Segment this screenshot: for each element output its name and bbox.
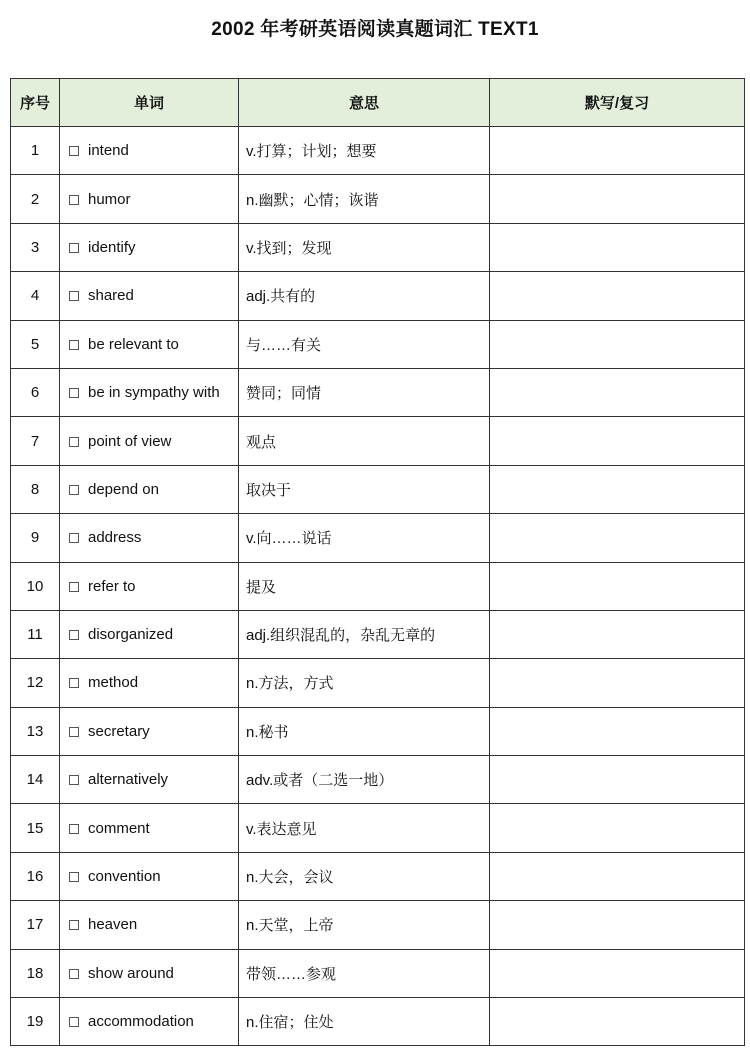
row-number: 2 xyxy=(11,175,60,223)
review-cell[interactable] xyxy=(490,465,745,513)
review-cell[interactable] xyxy=(490,562,745,610)
table-row xyxy=(11,852,745,900)
checkbox-icon[interactable] xyxy=(69,291,79,301)
word-cell xyxy=(60,659,239,707)
row-number: 14 xyxy=(11,756,60,804)
table-row xyxy=(11,707,745,755)
meaning-cell: n.大会，会议 xyxy=(239,852,490,900)
word-cell xyxy=(60,707,239,755)
table-row xyxy=(11,223,745,271)
word-text: humor xyxy=(88,190,131,208)
meaning-cell: n.幽默；心情；诙谐 xyxy=(239,175,490,223)
table-row xyxy=(11,610,745,658)
review-cell[interactable] xyxy=(490,852,745,900)
word-cell xyxy=(60,127,239,175)
row-number: 18 xyxy=(11,949,60,997)
meaning-cell: 赞同；同情 xyxy=(239,368,490,416)
vocabulary-table xyxy=(10,78,745,1046)
meaning-cell: 带领……参观 xyxy=(239,949,490,997)
word-cell xyxy=(60,949,239,997)
checkbox-icon[interactable] xyxy=(69,824,79,834)
table-row xyxy=(11,272,745,320)
review-cell[interactable] xyxy=(490,756,745,804)
review-cell[interactable] xyxy=(490,223,745,271)
checkbox-icon[interactable] xyxy=(69,775,79,785)
review-cell[interactable] xyxy=(490,320,745,368)
word-text: address xyxy=(88,529,142,547)
word-text: alternatively xyxy=(88,771,169,789)
word-cell xyxy=(60,756,239,804)
header-num: 序号 xyxy=(11,79,60,127)
row-number: 11 xyxy=(11,610,60,658)
row-number: 8 xyxy=(11,465,60,513)
checkbox-icon[interactable] xyxy=(69,969,79,979)
word-text: accommodation xyxy=(88,1013,194,1031)
checkbox-icon[interactable] xyxy=(69,1017,79,1027)
header-word: 单词 xyxy=(60,79,239,127)
page-title: 2002 年考研英语阅读真题词汇 TEXT1 xyxy=(211,19,539,40)
meaning-cell: v.找到；发现 xyxy=(239,223,490,271)
checkbox-icon[interactable] xyxy=(69,340,79,350)
review-cell[interactable] xyxy=(490,804,745,852)
checkbox-icon[interactable] xyxy=(69,437,79,447)
review-cell[interactable] xyxy=(490,659,745,707)
review-cell[interactable] xyxy=(490,998,745,1046)
checkbox-icon[interactable] xyxy=(69,485,79,495)
checkbox-icon[interactable] xyxy=(69,630,79,640)
word-text: point of view xyxy=(88,432,172,450)
row-number: 6 xyxy=(11,368,60,416)
review-cell[interactable] xyxy=(490,514,745,562)
checkbox-icon[interactable] xyxy=(69,195,79,205)
meaning-cell: n.天堂，上帝 xyxy=(239,901,490,949)
header-review: 默写/复习 xyxy=(490,79,745,127)
word-text: refer to xyxy=(88,577,136,595)
review-cell[interactable] xyxy=(490,175,745,223)
word-cell xyxy=(60,175,239,223)
word-text: secretary xyxy=(88,722,150,740)
word-text: intend xyxy=(88,142,129,160)
meaning-cell: n.秘书 xyxy=(239,707,490,755)
word-text: show around xyxy=(88,964,174,982)
checkbox-icon[interactable] xyxy=(69,388,79,398)
word-text: disorganized xyxy=(88,626,174,644)
review-cell[interactable] xyxy=(490,272,745,320)
row-number: 17 xyxy=(11,901,60,949)
word-text: identify xyxy=(88,238,136,256)
row-number: 4 xyxy=(11,272,60,320)
checkbox-icon[interactable] xyxy=(69,920,79,930)
row-number: 3 xyxy=(11,223,60,271)
word-cell xyxy=(60,804,239,852)
meaning-cell: 观点 xyxy=(239,417,490,465)
table-row xyxy=(11,320,745,368)
review-cell[interactable] xyxy=(490,707,745,755)
table-row xyxy=(11,949,745,997)
word-cell xyxy=(60,223,239,271)
table-row xyxy=(11,368,745,416)
table-row xyxy=(11,175,745,223)
word-cell xyxy=(60,562,239,610)
row-number: 10 xyxy=(11,562,60,610)
review-cell[interactable] xyxy=(490,949,745,997)
word-cell xyxy=(60,272,239,320)
table-row xyxy=(11,562,745,610)
meaning-cell: adj.组织混乱的，杂乱无章的 xyxy=(239,610,490,658)
review-cell[interactable] xyxy=(490,610,745,658)
meaning-cell: 取决于 xyxy=(239,465,490,513)
row-number: 16 xyxy=(11,852,60,900)
row-number: 19 xyxy=(11,998,60,1046)
word-cell xyxy=(60,852,239,900)
word-cell xyxy=(60,368,239,416)
meaning-cell: 提及 xyxy=(239,562,490,610)
table-header-row xyxy=(11,79,745,127)
meaning-cell: v.向……说话 xyxy=(239,514,490,562)
checkbox-icon[interactable] xyxy=(69,872,79,882)
table-row xyxy=(11,804,745,852)
word-text: comment xyxy=(88,819,150,837)
word-text: depend on xyxy=(88,480,159,498)
word-text: be in sympathy with xyxy=(88,384,220,402)
table-body xyxy=(11,127,745,1046)
row-number: 7 xyxy=(11,417,60,465)
row-number: 1 xyxy=(11,127,60,175)
word-text: shared xyxy=(88,287,134,305)
table-row xyxy=(11,465,745,513)
table-row xyxy=(11,998,745,1046)
word-cell xyxy=(60,417,239,465)
word-cell xyxy=(60,465,239,513)
word-cell xyxy=(60,901,239,949)
checkbox-icon[interactable] xyxy=(69,582,79,592)
table-row xyxy=(11,417,745,465)
meaning-cell: v.表达意见 xyxy=(239,804,490,852)
row-number: 13 xyxy=(11,707,60,755)
word-cell xyxy=(60,610,239,658)
header-meaning: 意思 xyxy=(239,79,490,127)
review-cell[interactable] xyxy=(490,901,745,949)
row-number: 12 xyxy=(11,659,60,707)
table-row xyxy=(11,901,745,949)
word-cell xyxy=(60,998,239,1046)
meaning-cell: adv.或者（二选一地） xyxy=(239,756,490,804)
row-number: 15 xyxy=(11,804,60,852)
checkbox-icon[interactable] xyxy=(69,678,79,688)
checkbox-icon[interactable] xyxy=(69,146,79,156)
table-row xyxy=(11,756,745,804)
meaning-cell: 与……有关 xyxy=(239,320,490,368)
table-row xyxy=(11,127,745,175)
checkbox-icon[interactable] xyxy=(69,727,79,737)
meaning-cell: adj.共有的 xyxy=(239,272,490,320)
word-cell xyxy=(60,320,239,368)
row-number: 5 xyxy=(11,320,60,368)
review-cell[interactable] xyxy=(490,368,745,416)
word-text: convention xyxy=(88,868,161,886)
word-text: heaven xyxy=(88,916,138,934)
word-text: method xyxy=(88,674,139,692)
review-cell[interactable] xyxy=(490,127,745,175)
meaning-cell: n.方法，方式 xyxy=(239,659,490,707)
word-cell xyxy=(60,514,239,562)
table-row xyxy=(11,659,745,707)
table-row xyxy=(11,514,745,562)
meaning-cell: v.打算；计划；想要 xyxy=(239,127,490,175)
review-cell[interactable] xyxy=(490,417,745,465)
meaning-cell: n.住宿；住处 xyxy=(239,998,490,1046)
word-text: be relevant to xyxy=(88,335,179,353)
checkbox-icon[interactable] xyxy=(69,243,79,253)
row-number: 9 xyxy=(11,514,60,562)
checkbox-icon[interactable] xyxy=(69,533,79,543)
